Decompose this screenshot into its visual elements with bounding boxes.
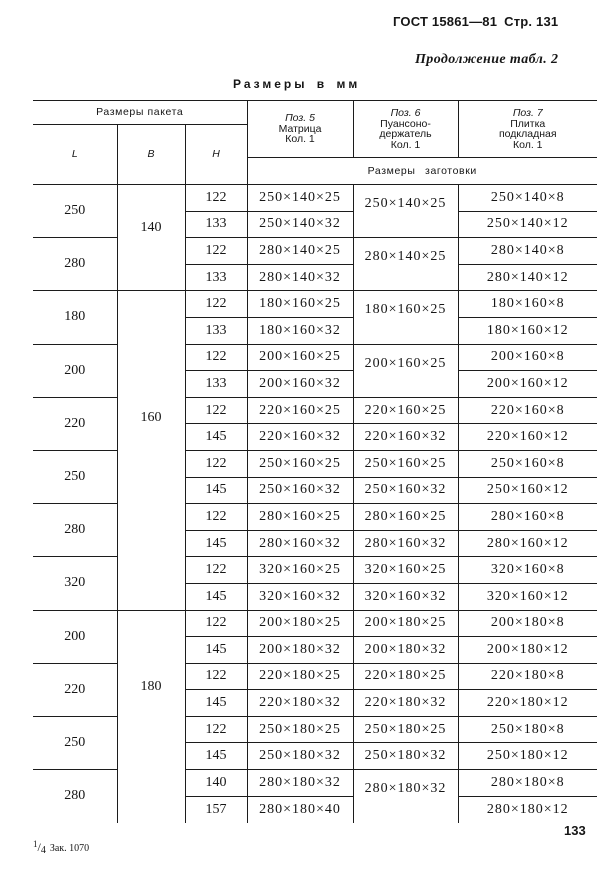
l-cell: 280: [64, 788, 86, 804]
h-cell: 122: [185, 504, 247, 531]
standard-number: ГОСТ 15861—81: [393, 14, 498, 29]
l-cell: 280: [33, 504, 117, 557]
backing-plate-blank-cell: 250×160×12: [458, 477, 597, 504]
l-cell: 180: [33, 291, 117, 344]
table-row: [33, 185, 597, 212]
pos7-header: [458, 101, 597, 158]
matrix-blank-cell: 220×160×25: [247, 397, 353, 424]
matrix-blank-cell: 250×180×25: [247, 716, 353, 743]
backing-plate-blank-cell: 250×140×8: [458, 185, 597, 212]
backing-plate-blank-cell: 220×160×12: [458, 424, 597, 451]
l-cell: 220: [33, 397, 117, 450]
h-cell: 145: [185, 637, 247, 664]
table-body: [33, 185, 597, 823]
h-cell: 133: [185, 264, 247, 291]
pos6-header: [353, 101, 458, 158]
h-cell: 133: [185, 371, 247, 398]
matrix-blank-cell: 200×160×25: [247, 344, 353, 371]
h-cell: 122: [185, 450, 247, 477]
punch-holder-blank-cell: 320×160×32: [353, 583, 458, 610]
page-number: 133: [564, 823, 586, 838]
backing-plate-blank-cell: 320×160×8: [458, 557, 597, 584]
h-cell: 122: [185, 397, 247, 424]
punch-holder-blank-cell: 180×160×25: [353, 291, 458, 344]
h-cell: 122: [185, 663, 247, 690]
pos6-number: Поз. 6: [390, 107, 421, 119]
order-number: Зак. 1070: [49, 843, 90, 854]
page-label: Стр. 131: [504, 14, 559, 29]
backing-plate-blank-cell: 220×160×8: [458, 397, 597, 424]
h-cell: 122: [185, 185, 247, 212]
matrix-blank-cell: 220×180×25: [247, 663, 353, 690]
l-cell: 320: [33, 557, 117, 610]
punch-holder-blank-cell: 220×160×25: [353, 397, 458, 424]
h-cell: 133: [185, 317, 247, 344]
pos7-qty: Кол. 1: [513, 138, 543, 151]
matrix-blank-cell: 250×140×32: [247, 211, 353, 238]
punch-holder-blank-cell: 200×160×25: [353, 344, 458, 397]
pos6-name-line-2: держатель: [379, 128, 432, 140]
backing-plate-blank-cell: 280×180×8: [458, 770, 597, 797]
table-header: [33, 101, 597, 185]
column-b-header: B: [117, 125, 185, 185]
l-cell: 200: [33, 344, 117, 397]
punch-holder-blank-cell: 200×180×25: [353, 610, 458, 637]
column-h-header: H: [185, 125, 247, 185]
l-cell: 250: [33, 716, 117, 769]
backing-plate-blank-cell: 280×140×12: [458, 264, 597, 291]
pos5-name: Матрица: [278, 122, 322, 135]
h-cell: 122: [185, 344, 247, 371]
matrix-blank-cell: 280×160×25: [247, 504, 353, 531]
pos5-header: [247, 101, 353, 158]
h-cell: 122: [185, 610, 247, 637]
backing-plate-blank-cell: 280×160×12: [458, 530, 597, 557]
matrix-blank-cell: 320×160×32: [247, 583, 353, 610]
punch-holder-blank-cell: 250×160×32: [353, 477, 458, 504]
h-cell: 122: [185, 291, 247, 318]
sheet-count: 4: [40, 845, 46, 856]
pos5-number: Поз. 5: [285, 112, 315, 125]
pos6-name-line-1: Пуансоно-: [380, 117, 431, 130]
backing-plate-blank-cell: 320×160×12: [458, 583, 597, 610]
pos7-name-line-1: Плитка: [510, 117, 546, 130]
pos7-number: Поз. 7: [512, 107, 543, 119]
matrix-blank-cell: 250×160×25: [247, 450, 353, 477]
h-cell: 145: [185, 583, 247, 610]
l-cell: 200: [33, 610, 117, 663]
b-cell: 140: [117, 185, 185, 291]
b-cell: 160: [117, 291, 185, 610]
punch-holder-blank-cell: 250×140×25: [353, 185, 458, 238]
h-cell: 145: [185, 743, 247, 770]
punch-holder-blank-cell: 280×160×25: [353, 504, 458, 531]
pos7-name-line-2: подкладная: [498, 128, 557, 140]
table-row: [33, 610, 597, 637]
punch-holder-blank-cell: 250×180×32: [353, 743, 458, 770]
column-l-header: L: [33, 125, 117, 185]
blank-sizes-table: [33, 100, 597, 823]
matrix-blank-cell: 180×160×25: [247, 291, 353, 318]
punch-holder-blank-cell: 280×180×32: [353, 770, 458, 823]
punch-holder-blank-cell: 220×160×32: [353, 424, 458, 451]
punch-holder-blank-cell: 200×180×32: [353, 637, 458, 664]
backing-plate-blank-cell: 280×160×8: [458, 504, 597, 531]
matrix-blank-cell: 280×160×32: [247, 530, 353, 557]
pos5-qty: Кол. 1: [285, 133, 315, 146]
h-cell: 122: [185, 557, 247, 584]
punch-holder-blank-cell: 250×160×25: [353, 450, 458, 477]
backing-plate-blank-cell: 180×160×12: [458, 317, 597, 344]
blank-sizes-header: Размеры заготовки: [247, 158, 597, 185]
matrix-blank-cell: 200×160×32: [247, 371, 353, 398]
sheet-separator: /: [37, 840, 41, 854]
l-cell: 250: [33, 450, 117, 503]
b-cell: 180: [117, 610, 185, 823]
punch-holder-blank-cell: 280×140×25: [353, 238, 458, 291]
l-cell: 250: [33, 185, 117, 238]
h-cell: 122: [185, 238, 247, 265]
h-cell: 145: [185, 530, 247, 557]
matrix-blank-cell: 200×180×32: [247, 637, 353, 664]
h-cell: 140: [185, 770, 247, 797]
backing-plate-blank-cell: 200×160×8: [458, 344, 597, 371]
backing-plate-blank-cell: 250×160×8: [458, 450, 597, 477]
backing-plate-blank-cell: 220×180×8: [458, 663, 597, 690]
pos6-qty: Кол. 1: [390, 138, 421, 151]
h-cell: 133: [185, 211, 247, 238]
punch-holder-blank-cell: 220×180×25: [353, 663, 458, 690]
matrix-blank-cell: 280×140×25: [247, 238, 353, 265]
punch-holder-blank-cell: 280×160×32: [353, 530, 458, 557]
backing-plate-blank-cell: 200×160×12: [458, 371, 597, 398]
h-cell: 145: [185, 477, 247, 504]
backing-plate-blank-cell: 250×140×12: [458, 211, 597, 238]
matrix-blank-cell: 250×180×32: [247, 743, 353, 770]
backing-plate-blank-cell: 220×180×12: [458, 690, 597, 717]
l-cell: 280: [33, 238, 117, 291]
matrix-blank-cell: 250×160×32: [247, 477, 353, 504]
backing-plate-blank-cell: 250×180×12: [458, 743, 597, 770]
table-continuation-caption: Продолжение табл. 2: [415, 52, 559, 67]
matrix-blank-cell: 220×180×32: [247, 690, 353, 717]
backing-plate-blank-cell: 200×180×8: [458, 610, 597, 637]
matrix-blank-cell: 280×180×40: [247, 796, 353, 823]
matrix-blank-cell: 280×180×32: [247, 770, 353, 797]
punch-holder-blank-cell: 220×180×32: [353, 690, 458, 717]
matrix-blank-cell: 250×140×25: [247, 185, 353, 212]
backing-plate-blank-cell: 250×180×8: [458, 716, 597, 743]
punch-holder-blank-cell: 250×180×25: [353, 716, 458, 743]
h-cell: 157: [185, 796, 247, 823]
document-header: [393, 14, 558, 29]
matrix-blank-cell: 220×160×32: [247, 424, 353, 451]
h-cell: 145: [185, 690, 247, 717]
backing-plate-blank-cell: 280×140×8: [458, 238, 597, 265]
matrix-blank-cell: 280×140×32: [247, 264, 353, 291]
units-caption: Размеры в мм: [233, 77, 361, 91]
backing-plate-blank-cell: 200×180×12: [458, 637, 597, 664]
matrix-blank-cell: 200×180×25: [247, 610, 353, 637]
backing-plate-blank-cell: 180×160×8: [458, 291, 597, 318]
h-cell: 145: [185, 424, 247, 451]
l-cell: 220: [33, 663, 117, 716]
matrix-blank-cell: 180×160×32: [247, 317, 353, 344]
punch-holder-blank-cell: 320×160×25: [353, 557, 458, 584]
package-sizes-header: Размеры пакета: [33, 101, 247, 125]
h-cell: 122: [185, 716, 247, 743]
backing-plate-blank-cell: 280×180×12: [458, 796, 597, 823]
sheet-number: 1: [33, 839, 38, 849]
table-row: [33, 291, 597, 318]
sheet-signature: [33, 838, 89, 856]
matrix-blank-cell: 320×160×25: [247, 557, 353, 584]
